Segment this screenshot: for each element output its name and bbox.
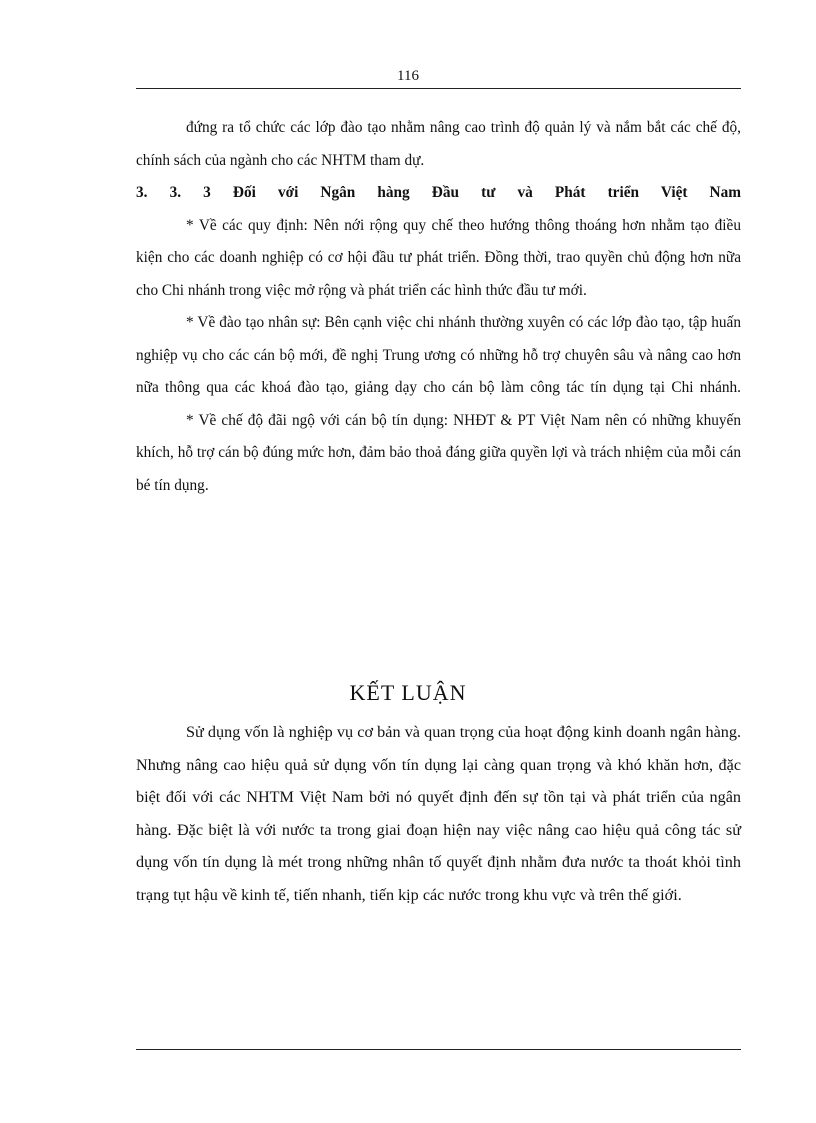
section-heading: 3. 3. 3 Đối với Ngân hàng Đầu tư và Phát triển Việt Nam [136, 184, 741, 201]
header-divider [136, 88, 741, 89]
conclusion-body [136, 716, 741, 911]
continuation-paragraph: đứng ra tổ chức các lớp đào tạo nhằm nâng cao trình độ quản lý và nắm bắt các chế độ, chính sách của ngành cho các NHTM tham dự. [136, 119, 741, 169]
paragraph-incentives: * Về chế độ đãi ngộ với cán bộ tín dụng: NHĐT & PT Việt Nam nên có những khuyến khích, hỗ trợ cán bộ đúng mức hơn, đảm bảo thoả đáng giữa quyền lợi và trách nhiệm của mỗi cán bé tín dụng. [136, 411, 741, 494]
paragraph-training: * Về đào tạo nhân sự: Bên cạnh việc chi nhánh thường xuyên có các lớp đào tạo, tập huấn nghiệp vụ cho các cán bộ mới, đề nghị Trung ương có những hỗ trợ chuyên sâu và nâng cao hơn nữa thông qua các khoá đào tạo, giảng dạy cho cán bộ làm công tác tín dụng tại Chi nhánh. [136, 314, 741, 396]
conclusion-paragraph: Sử dụng vốn là nghiệp vụ cơ bản và quan trọng của hoạt động kinh doanh ngân hàng. Nhưng nâng cao hiệu quả sử dụng vốn tín dụng lại càng quan trọng và khó khăn hơn, đặc biệt đối với các NHTM Việt Nam bởi nó quyết định đến sự tồn tại và phát triển của ngân hàng. Đặc biệt là với nước ta trong giai đoạn hiện nay việc nâng cao hiệu quả công tác sử dụng vốn tín dụng là mét trong những nhân tố quyết định nhằm đưa nước ta thoát khỏi tình trạng tụt hậu về kinh tế, tiến nhanh, tiến kịp các nước trong khu vực và trên thế giới. [136, 723, 741, 904]
paragraph-regulations: * Về các quy định: Nên nới rộng quy chế theo hướng thông thoáng hơn nhằm tạo điều kiện cho các doanh nghiệp có cơ hội đầu tư phát triển. Đồng thời, trao quyền chủ động hơn nữa cho Chi nhánh trong việc mở rộng và phát triển các hình thức đầu tư mới. [136, 216, 741, 299]
conclusion-title: KẾT LUẬN [349, 680, 467, 705]
section-body [136, 112, 741, 502]
footer-divider [136, 1049, 741, 1050]
page-number: 116 [397, 68, 419, 84]
